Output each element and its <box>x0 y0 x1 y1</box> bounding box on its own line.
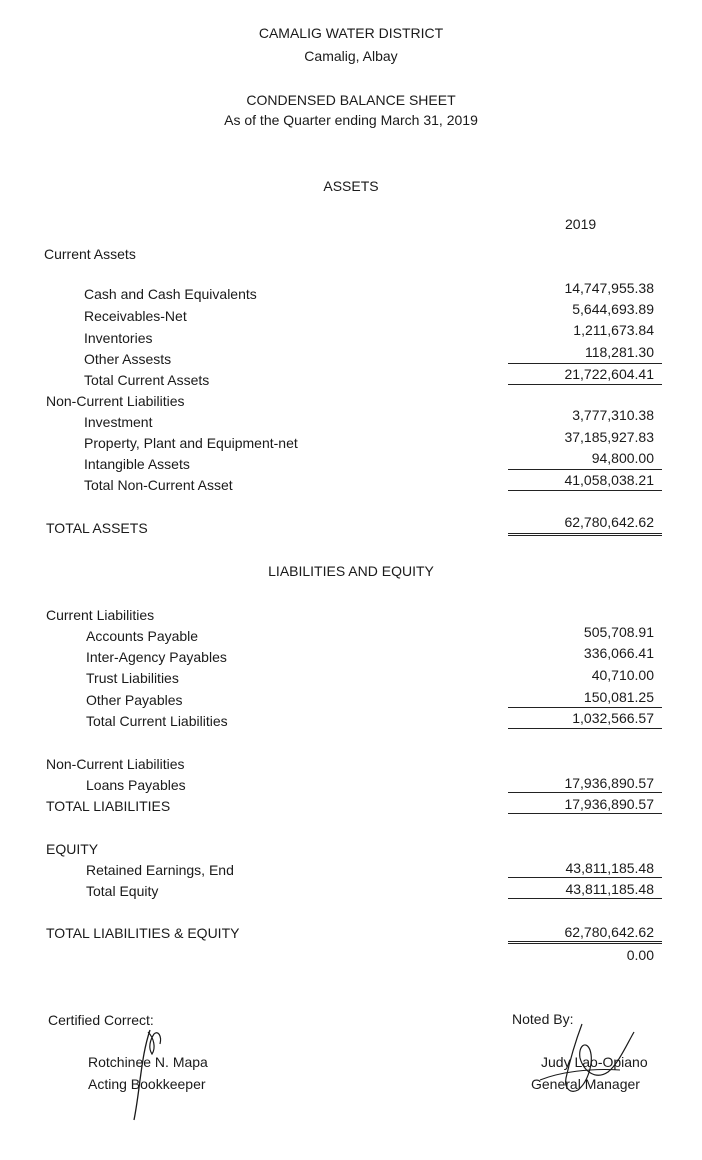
noted-by-label: Noted By: <box>512 1011 574 1027</box>
line-item-label: Property, Plant and Equipment-net <box>84 435 298 451</box>
line-item-value: 118,281.30 <box>584 344 654 360</box>
loans-payables-label: Loans Payables <box>86 777 186 793</box>
subtotal-rule <box>508 363 662 364</box>
retained-earnings-label: Retained Earnings, End <box>86 862 234 878</box>
total-assets-label: TOTAL ASSETS <box>46 520 148 536</box>
organization-name: CAMALIG WATER DISTRICT <box>258 25 444 41</box>
year-column-header: 2019 <box>565 216 597 232</box>
line-item-value: 14,747,955.38 <box>564 280 654 296</box>
noncurrent-liabilities-heading: Non-Current Liabilities <box>46 756 185 772</box>
certified-correct-label: Certified Correct: <box>48 1012 154 1028</box>
line-item-value: 5,644,693.89 <box>572 301 654 317</box>
total-rule <box>508 813 662 814</box>
bookkeeper-signature <box>118 1020 178 1124</box>
total-current-liabilities-value: 1,032,566.57 <box>572 710 654 726</box>
line-item-label: Other Payables <box>86 692 183 708</box>
subtotal-rule <box>508 469 662 470</box>
manager-name: Judy Lao-Opiano <box>541 1054 648 1070</box>
total-noncurrent-assets-value: 41,058,038.21 <box>564 472 654 488</box>
line-item-label: Receivables-Net <box>84 308 187 324</box>
line-item-value: 40,710.00 <box>591 667 654 683</box>
line-item-value: 3,777,310.38 <box>572 407 654 423</box>
total-equity-value: 43,811,185.48 <box>565 881 654 897</box>
line-item-label: Investment <box>84 414 153 430</box>
organization-location: Camalig, Albay <box>304 48 398 64</box>
difference-value: 0.00 <box>626 947 654 963</box>
retained-earnings-value: 43,811,185.48 <box>565 860 654 876</box>
bookkeeper-title: Acting Bookkeeper <box>88 1076 206 1092</box>
total-liabilities-label: TOTAL LIABILITIES <box>46 798 171 814</box>
line-item-value: 94,800.00 <box>591 450 654 466</box>
subtotal-rule <box>508 792 662 793</box>
line-item-label: Inventories <box>84 330 153 346</box>
line-item-value: 336,066.41 <box>583 645 654 661</box>
line-item-label: Inter-Agency Payables <box>86 649 227 665</box>
subtotal-rule <box>508 707 662 708</box>
line-item-value: 1,211,673.84 <box>573 322 654 338</box>
line-item-value: 150,081.25 <box>583 689 654 705</box>
total-current-assets-value: 21,722,604.41 <box>564 366 654 382</box>
loans-payables-value: 17,936,890.57 <box>564 775 654 791</box>
line-item-value: 505,708.91 <box>583 624 654 640</box>
grand-total-double-rule <box>508 533 662 536</box>
manager-title: General Manager <box>531 1076 640 1092</box>
line-item-label: Cash and Cash Equivalents <box>84 286 257 302</box>
current-liabilities-heading: Current Liabilities <box>46 607 155 623</box>
total-assets-value: 62,780,642.62 <box>564 514 654 530</box>
total-rule <box>508 384 662 385</box>
total-equity-label: Total Equity <box>86 883 159 899</box>
line-item-label: Intangible Assets <box>84 456 190 472</box>
line-item-label: Accounts Payable <box>86 628 199 644</box>
total-current-assets-label: Total Current Assets <box>84 372 210 388</box>
total-current-liabilities-label: Total Current Liabilities <box>86 713 228 729</box>
current-assets-heading: Current Assets <box>44 246 136 262</box>
total-liabilities-equity-label: TOTAL LIABILITIES & EQUITY <box>46 925 240 941</box>
liabilities-equity-heading: LIABILITIES AND EQUITY <box>268 563 434 579</box>
document-title: CONDENSED BALANCE SHEET <box>246 92 456 108</box>
total-rule <box>508 490 662 491</box>
total-rule <box>508 728 662 729</box>
total-rule <box>508 898 662 899</box>
total-liabilities-equity-value: 62,780,642.62 <box>564 924 654 940</box>
line-item-label: Other Assests <box>84 351 172 367</box>
equity-heading: EQUITY <box>46 841 99 857</box>
total-liabilities-value: 17,936,890.57 <box>564 796 654 812</box>
total-noncurrent-assets-label: Total Non-Current Asset <box>84 477 233 493</box>
report-period: As of the Quarter ending March 31, 2019 <box>224 112 478 128</box>
line-item-label: Trust Liabilities <box>86 670 179 686</box>
noncurrent-assets-heading: Non-Current Liabilities <box>46 393 185 409</box>
line-item-value: 37,185,927.83 <box>564 429 654 445</box>
bookkeeper-name: Rotchinee N. Mapa <box>88 1054 208 1070</box>
assets-heading: ASSETS <box>323 178 379 194</box>
grand-total-double-rule <box>508 941 662 944</box>
subtotal-rule <box>508 877 662 878</box>
